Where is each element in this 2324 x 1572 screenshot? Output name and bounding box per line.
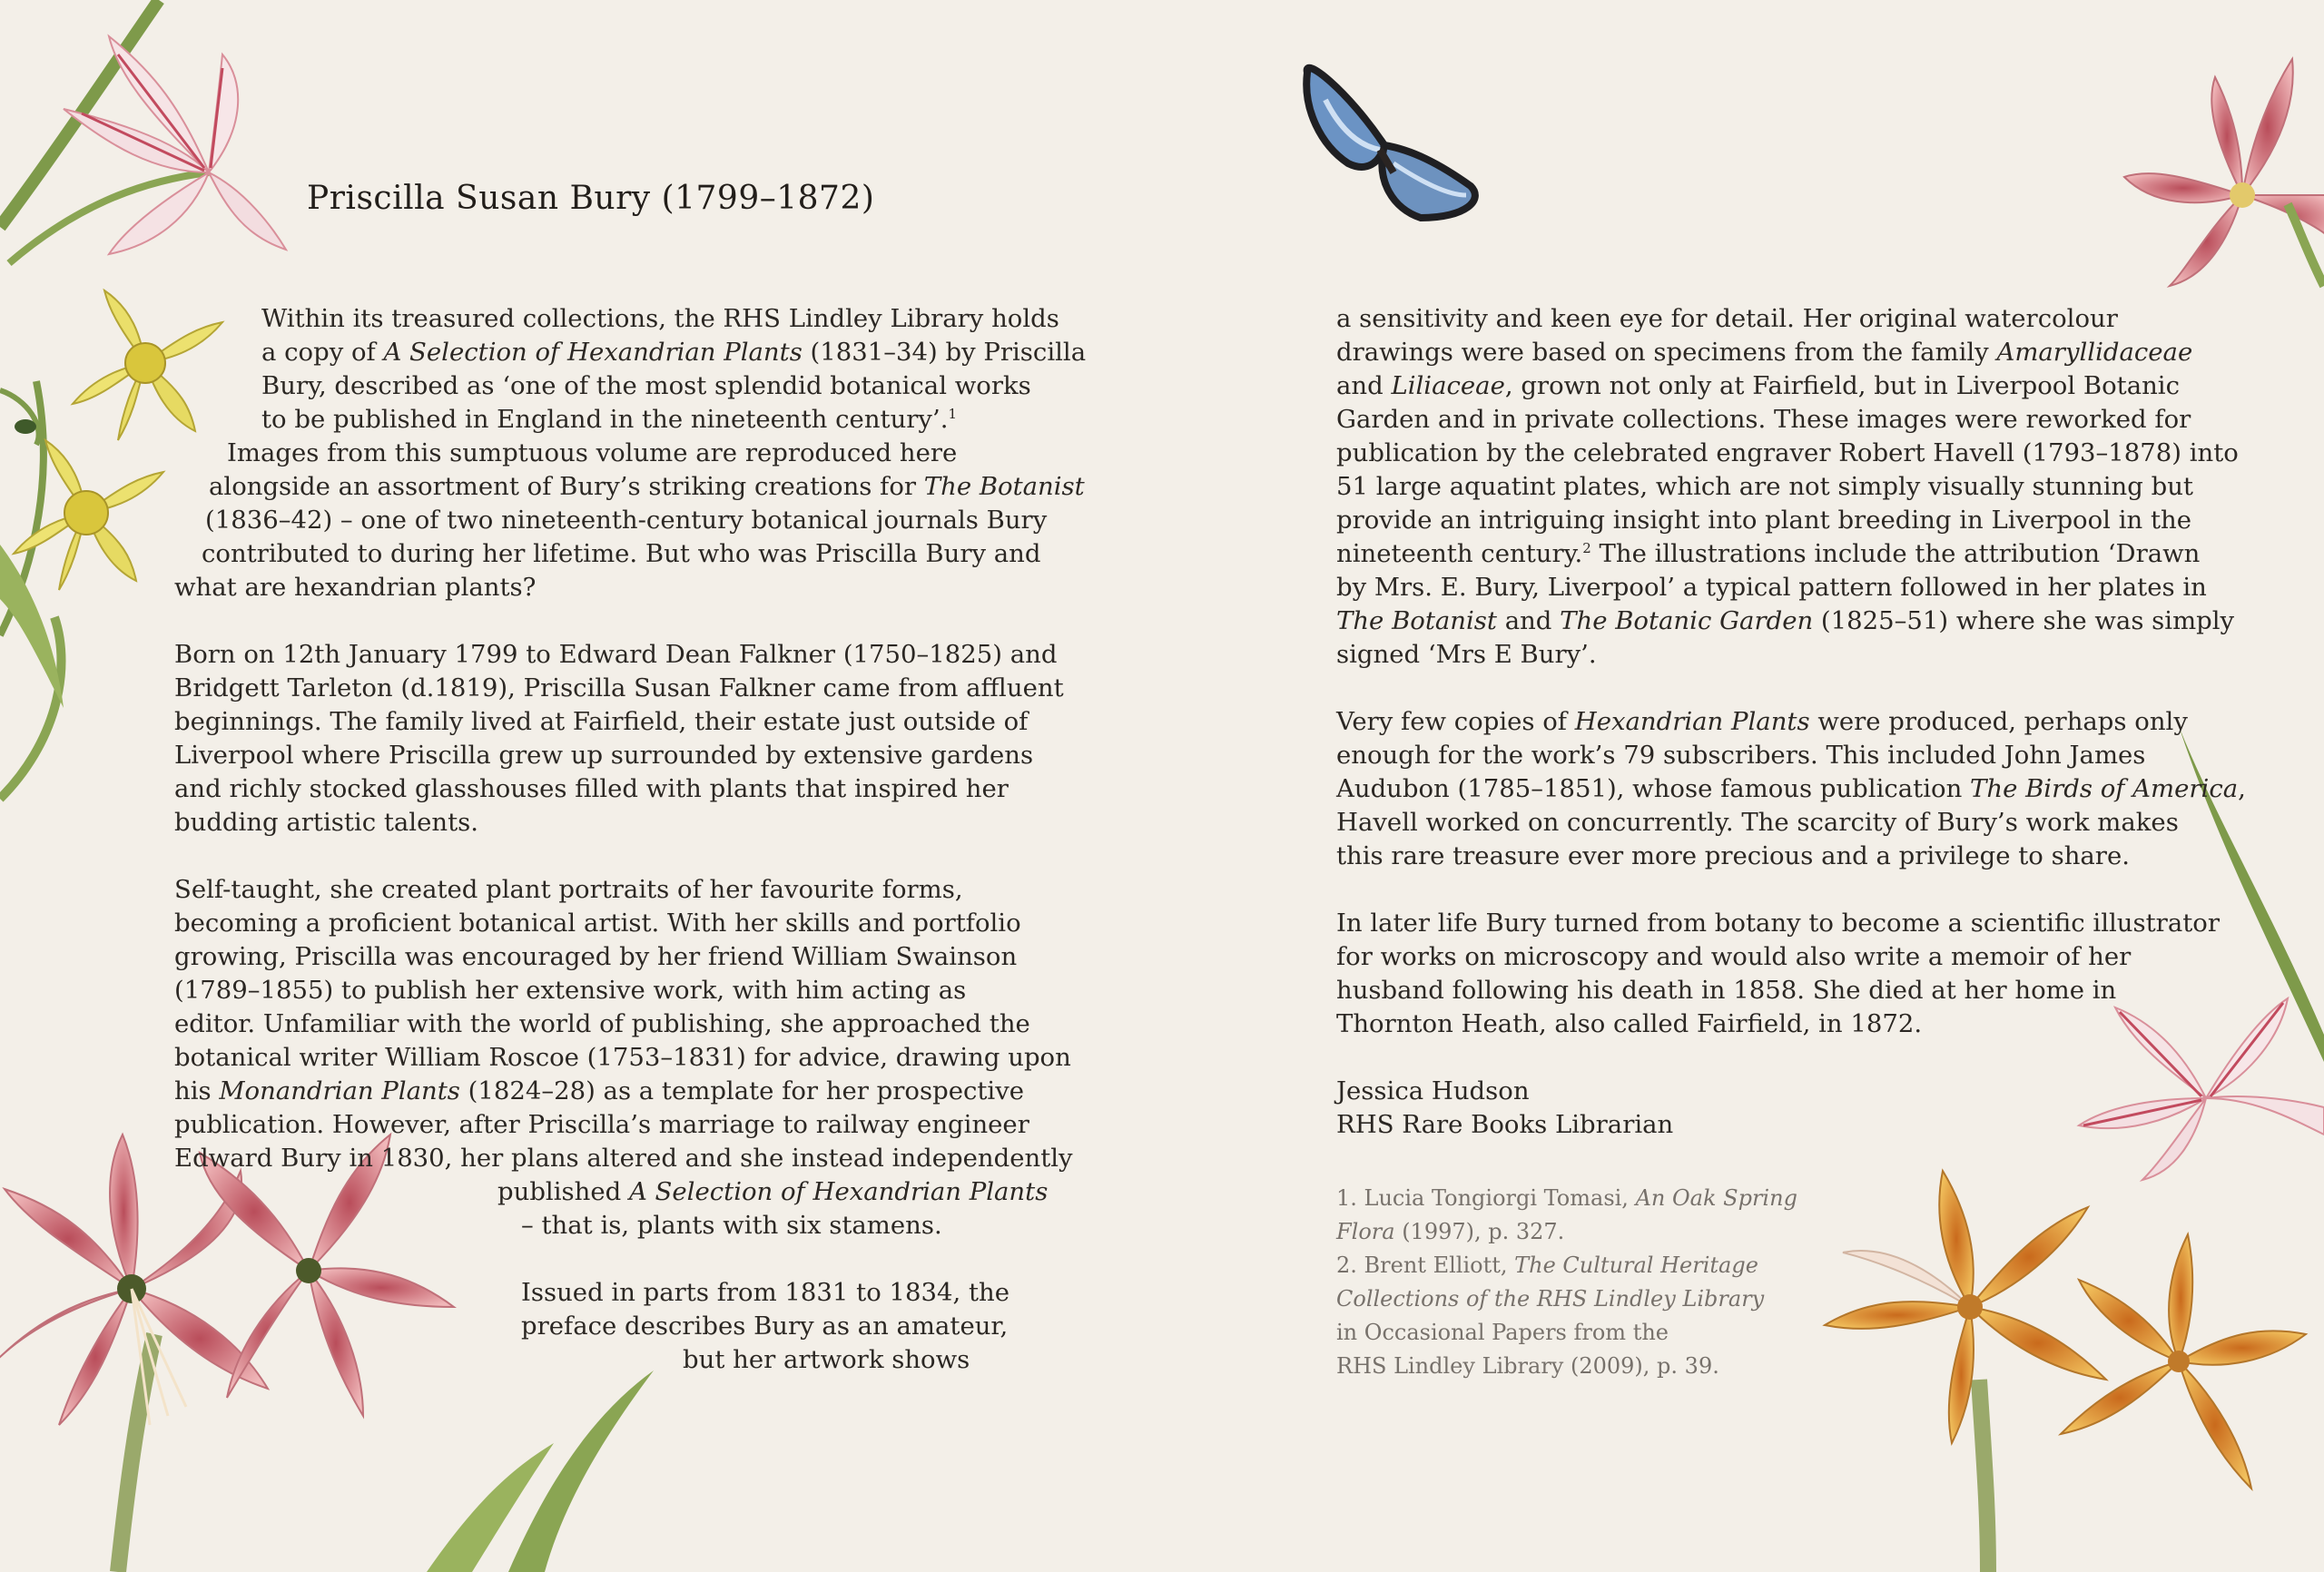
- text-run: (1824–28) as a template for her prospective: [459, 1076, 1025, 1105]
- body-text-line: [1336, 336, 2192, 369]
- text-run: Very few copies of: [1336, 707, 1575, 736]
- body-text-line: [1336, 806, 2179, 840]
- body-text-line: [497, 1175, 1048, 1209]
- text-run: In later life Bury turned from botany to become a scientific illustrator: [1336, 909, 2220, 938]
- body-text-line: [1336, 974, 2116, 1007]
- text-run: Garden and in private collections. These images were reworked for: [1336, 405, 2191, 434]
- text-run: The Botanist: [923, 472, 1085, 501]
- body-text-line: [261, 302, 1059, 336]
- text-run: Bridgett Tarleton (d.1819), Priscilla Susan Falkner came from affluent: [174, 673, 1064, 702]
- text-run: alongside an assortment of Bury’s striking creations for: [209, 472, 924, 501]
- body-text-line: [683, 1343, 970, 1377]
- text-run: Collections of the RHS Lindley Library: [1336, 1286, 1765, 1312]
- text-run: Images from this sumptuous volume are reproduced here: [227, 438, 958, 467]
- body-text-line: [202, 537, 1041, 571]
- text-run: The Cultural Heritage: [1514, 1253, 1758, 1278]
- text-run: botanical writer William Roscoe (1753–1831) for advice, drawing upon: [174, 1043, 1071, 1072]
- body-text-line: [1336, 571, 2207, 604]
- body-text-line: [1336, 604, 2234, 638]
- text-run: his: [174, 1076, 220, 1105]
- text-run: The Botanic Garden: [1560, 606, 1814, 635]
- body-text-line: [174, 772, 1009, 806]
- body-text-line: [227, 437, 957, 470]
- text-run: contributed to during her lifetime. But who was Priscilla Bury and: [202, 539, 1041, 568]
- text-run: beginnings. The family lived at Fairfield, their estate just outside of: [174, 707, 1029, 736]
- footnote-line: [1336, 1282, 1764, 1316]
- body-text-line: [174, 739, 1033, 772]
- text-run: 1. Lucia Tongiorgi Tomasi,: [1336, 1185, 1636, 1211]
- text-run: (1789–1855) to publish her extensive work, with him acting as: [174, 976, 967, 1005]
- body-text-line: [1336, 504, 2191, 537]
- text-run: by Mrs. E. Bury, Liverpool’ a typical pattern followed in her plates in: [1336, 573, 2207, 602]
- footnote-ref: 1: [948, 406, 957, 422]
- text-run: Liverpool where Priscilla grew up surrounded by extensive gardens: [174, 741, 1034, 770]
- body-text-line: [1336, 1075, 1530, 1108]
- footnote-line: [1336, 1350, 1719, 1383]
- text-run: a sensitivity and keen eye for detail. Her original watercolour: [1336, 304, 2118, 333]
- text-run: An Oak Spring: [1635, 1185, 1797, 1211]
- text-run: drawings were based on specimens from the family: [1336, 338, 1997, 367]
- body-text-line: [1336, 1108, 1673, 1142]
- text-run: becoming a proficient botanical artist. With her skills and portfolio: [174, 909, 1021, 938]
- body-text-line: [1336, 1007, 1922, 1041]
- text-run: The Botanist: [1336, 606, 1497, 635]
- body-text-line: [174, 571, 536, 604]
- text-run: ,: [2238, 774, 2246, 803]
- text-run: (1836–42) – one of two nineteenth-century botanical journals Bury: [205, 506, 1048, 535]
- text-run: to be published in England in the nineteenth century’.: [261, 405, 949, 434]
- text-run: A Selection of Hexandrian Plants: [628, 1177, 1049, 1206]
- body-text-line: [205, 504, 1047, 537]
- footnote-line: [1336, 1316, 1669, 1350]
- body-text-line: [174, 1108, 1029, 1142]
- text-run: Havell worked on concurrently. The scarcity of Bury’s work makes: [1336, 808, 2179, 837]
- text-run: The illustrations include the attribution ‘Drawn: [1590, 539, 2201, 568]
- text-run: (1997), p. 327.: [1394, 1219, 1565, 1244]
- body-text-line: [1336, 403, 2191, 437]
- text-run: – that is, plants with six stamens.: [521, 1211, 942, 1240]
- lily-illustration: [2124, 59, 2324, 286]
- page-title: Priscilla Susan Bury (1799–1872): [307, 180, 875, 217]
- text-run: a copy of: [261, 338, 384, 367]
- body-text-line: [1336, 537, 2200, 571]
- body-text-line: [174, 1041, 1071, 1075]
- text-run: provide an intriguing insight into plant breeding in Liverpool in the: [1336, 506, 2191, 535]
- body-text-line: [1336, 470, 2193, 504]
- body-text-line: [174, 974, 966, 1007]
- text-run: nineteenth century.: [1336, 539, 1583, 568]
- body-text-line: [174, 806, 478, 840]
- footnote-line: [1336, 1182, 1797, 1215]
- text-run: were produced, perhaps only: [1809, 707, 2188, 736]
- text-run: The Birds of America: [1970, 774, 2239, 803]
- text-run: for works on microscopy and would also write a memoir of her: [1336, 942, 2132, 971]
- text-run: growing, Priscilla was encouraged by her friend William Swainson: [174, 942, 1018, 971]
- text-run: and richly stocked glasshouses filled with plants that inspired her: [174, 774, 1009, 803]
- text-run: Self-taught, she created plant portraits of her favourite forms,: [174, 875, 963, 904]
- text-run: this rare treasure ever more precious and a privilege to share.: [1336, 841, 2130, 870]
- body-text-line: [174, 672, 1064, 705]
- text-run: signed ‘Mrs E Bury’.: [1336, 640, 1597, 669]
- body-text-line: [209, 470, 1085, 504]
- body-text-line: [1336, 772, 2246, 806]
- body-text-line: [1336, 940, 2131, 974]
- text-run: 51 large aquatint plates, which are not simply visually stunning but: [1336, 472, 2193, 501]
- text-run: husband following his death in 1858. She died at her home in: [1336, 976, 2117, 1005]
- text-run: preface describes Bury as an amateur,: [521, 1312, 1009, 1341]
- text-run: Thornton Heath, also called Fairfield, in 1872.: [1336, 1009, 1923, 1038]
- body-text-line: [521, 1310, 1008, 1343]
- footnote-ref: 2: [1582, 540, 1591, 556]
- text-run: (1825–51) where she was simply: [1813, 606, 2235, 635]
- lily-illustration: [0, 0, 286, 263]
- text-run: published: [497, 1177, 629, 1206]
- text-run: RHS Lindley Library (2009), p. 39.: [1336, 1353, 1719, 1379]
- footnote-line: [1336, 1215, 1564, 1249]
- text-run: Within its treasured collections, the RHS Lindley Library holds: [261, 304, 1059, 333]
- text-run: , grown not only at Fairfield, but in Liverpool Botanic: [1504, 371, 2181, 400]
- body-text-line: [1336, 369, 2180, 403]
- text-run: editor. Unfamiliar with the world of publishing, she approached the: [174, 1009, 1030, 1038]
- body-text-line: [174, 638, 1057, 672]
- body-text-line: [1336, 907, 2220, 940]
- text-run: budding artistic talents.: [174, 808, 478, 837]
- body-text-line: [174, 940, 1017, 974]
- lily-illustration: [2079, 998, 2324, 1180]
- text-run: 2. Brent Elliott,: [1336, 1253, 1515, 1278]
- body-text-line: [1336, 739, 2145, 772]
- text-run: Bury, described as ‘one of the most splendid botanical works: [261, 371, 1031, 400]
- text-run: but her artwork shows: [683, 1345, 970, 1374]
- body-text-line: [521, 1276, 1009, 1310]
- text-run: and: [1336, 371, 1392, 400]
- text-run: (1831–34) by Priscilla: [802, 338, 1087, 367]
- body-text-line: [1336, 638, 1597, 672]
- text-run: what are hexandrian plants?: [174, 573, 537, 602]
- text-run: Jessica Hudson: [1336, 1076, 1530, 1105]
- body-text-line: [174, 907, 1021, 940]
- text-run: Flora: [1336, 1219, 1395, 1244]
- footnote-line: [1336, 1249, 1758, 1282]
- amaryllis-illustration: [1825, 1171, 2306, 1572]
- text-run: publication by the celebrated engraver Robert Havell (1793–1878) into: [1336, 438, 2239, 467]
- text-run: RHS Rare Books Librarian: [1336, 1110, 1674, 1139]
- text-run: A Selection of Hexandrian Plants: [383, 338, 803, 367]
- body-text-line: [174, 873, 963, 907]
- text-run: Born on 12th January 1799 to Edward Dean Falkner (1750–1825) and: [174, 640, 1058, 669]
- text-run: Monandrian Plants: [219, 1076, 460, 1105]
- body-text-line: [1336, 705, 2188, 739]
- body-text-line: [1336, 437, 2239, 470]
- text-run: Liliaceae: [1391, 371, 1505, 400]
- text-run: Audubon (1785–1851), whose famous publication: [1336, 774, 1971, 803]
- text-run: enough for the work’s 79 subscribers. This included John James: [1336, 741, 2146, 770]
- body-text-line: [174, 705, 1028, 739]
- body-text-line: [261, 369, 1031, 403]
- body-text-line: [174, 1142, 1073, 1175]
- body-text-line: [521, 1209, 942, 1243]
- text-run: Edward Bury in 1830, her plans altered and she instead independently: [174, 1144, 1073, 1173]
- text-run: Amaryllidaceae: [1996, 338, 2193, 367]
- body-text-line: [174, 1007, 1030, 1041]
- text-run: publication. However, after Priscilla’s marriage to railway engineer: [174, 1110, 1029, 1139]
- text-run: and: [1496, 606, 1561, 635]
- body-text-line: [261, 336, 1086, 369]
- body-text-line: [1336, 302, 2118, 336]
- text-run: in Occasional Papers from the: [1336, 1320, 1669, 1345]
- butterfly-illustration: [1306, 68, 1475, 218]
- body-text-line: [174, 1075, 1024, 1108]
- text-run: Issued in parts from 1831 to 1834, the: [521, 1278, 1009, 1307]
- text-run: Hexandrian Plants: [1574, 707, 1810, 736]
- body-text-line: [261, 403, 957, 437]
- body-text-line: [1336, 840, 2130, 873]
